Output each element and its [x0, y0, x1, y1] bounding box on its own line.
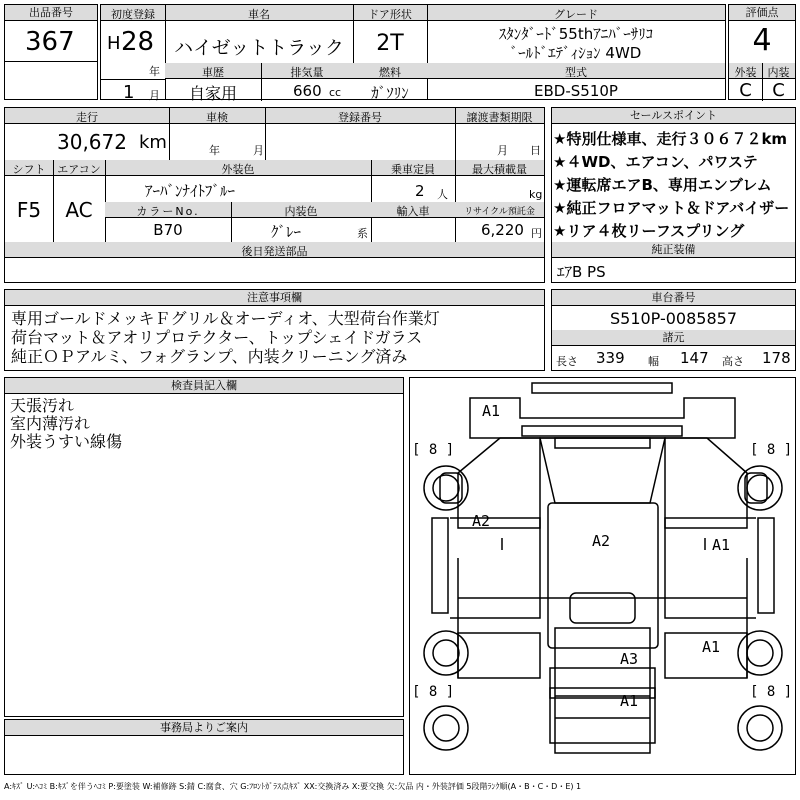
score-box	[728, 4, 796, 100]
lot-label: 出品番号	[5, 5, 97, 21]
recycle-unit: 円	[531, 227, 542, 240]
selling-point: ★リア４枚リーフスプリング	[553, 222, 745, 240]
grade-label: グレード	[554, 8, 598, 21]
shift-label: シフト	[12, 163, 46, 176]
inspector-line: 室内薄汚れ	[10, 414, 91, 433]
colorno-label: カラーNo.	[136, 205, 200, 218]
length-value: 339	[596, 349, 625, 367]
interior-label: 内装色	[284, 205, 318, 218]
lot-number: 367	[25, 27, 75, 57]
equipment-value: ｴｱB PS	[557, 263, 606, 281]
score-label: 評価点	[729, 5, 795, 21]
note-line: 純正ＯＰアルミ、フォグランプ、内装クリーニング済み	[11, 347, 408, 366]
inspection-year-unit: 年	[209, 144, 220, 157]
selling-points-label: セールスポイント	[552, 108, 795, 124]
mileage-value: 30,672	[57, 130, 127, 154]
selling-point: ★特別仕様車、走行３０６７２km	[553, 130, 788, 148]
damage-mark: A1	[482, 402, 501, 420]
color-label: 外装色	[221, 163, 255, 176]
note-line: 荷台マット＆アオリプロテクター、トップシェイドガラス	[11, 328, 423, 347]
notes-label: 注意事項欄	[5, 290, 544, 306]
reg-month: 1	[123, 82, 135, 103]
damage-mark: A1	[620, 692, 639, 710]
capacity-unit: 人	[437, 188, 448, 201]
ac-label: エアコン	[57, 163, 101, 176]
reg-label: 初度登録	[111, 8, 155, 21]
plate-label: 登録番号	[338, 111, 382, 124]
fuel-value: ｶﾞｿﾘﾝ	[371, 84, 409, 102]
history-label: 車歴	[202, 66, 224, 79]
inspector-line: 外装うすい線傷	[10, 432, 123, 451]
chassis-label: 車台番号	[552, 290, 795, 306]
office-box	[4, 719, 404, 775]
capacity-label: 乗車定員	[391, 163, 435, 176]
history-value: 自家用	[188, 84, 237, 103]
model-label: 型式	[565, 66, 587, 79]
height-label: 高さ	[722, 355, 744, 368]
damage-mark: A2	[592, 532, 611, 550]
inspection-month-unit: 月	[253, 144, 264, 157]
interior-unit: 系	[357, 227, 368, 240]
specs-label: 諸元	[552, 330, 795, 346]
recycle-value: 6,220	[481, 221, 524, 239]
selling-point: ★純正フロアマット＆ドアバイザー	[553, 199, 790, 217]
legend: A:ｷｽﾞ U:ﾍｺﾐ B:ｷｽﾞを伴うﾍｺﾐ P:要塗装 W:補修跡 S:錆 C:腐食、穴 G:ﾌﾛﾝﾄｶﾞﾗｽ点ｷｽﾞ XX:交換済み X:要交換 欠:欠品 内・外装評価 5段階ﾗﾝｸ順(A・B・C・D・E) 1	[4, 782, 582, 791]
chassis-number: S510P-0085857	[609, 309, 738, 328]
int-label: 内装	[767, 66, 790, 79]
capacity-value: 2	[415, 182, 425, 200]
info-box	[4, 107, 545, 283]
ac-value: AC	[65, 198, 93, 222]
tire-depth: [ 8 ]	[412, 442, 455, 458]
notes-box	[4, 289, 545, 371]
header-box	[100, 4, 726, 103]
width-label: 幅	[648, 355, 659, 368]
year-unit: 年	[149, 65, 160, 78]
month-unit: 月	[149, 89, 160, 102]
disp-label: 排気量	[290, 66, 324, 79]
inspector-label: 検査員記入欄	[5, 378, 403, 394]
tire-depth: [ 8 ]	[750, 442, 793, 458]
height-value: 178	[762, 349, 791, 367]
damage-mark: A1	[702, 638, 721, 656]
int-grade: C	[772, 80, 785, 101]
inspector-line: 天張汚れ	[10, 396, 75, 415]
name-label: 車名	[248, 8, 270, 21]
ext-grade: C	[739, 80, 752, 101]
load-label: 最大積載量	[472, 163, 527, 176]
lot-box	[4, 4, 98, 100]
score-value: 4	[752, 23, 772, 58]
office-label: 事務局よりご案内	[5, 720, 403, 736]
interior-value: ｸﾞﾚｰ	[270, 223, 301, 241]
later-parts-label: 後日発送部品	[241, 245, 308, 258]
door-type: 2T	[376, 31, 404, 56]
door-label: ドア形状	[368, 8, 412, 21]
note-line: 専用ゴールドメッキＦグリル＆オーディオ、大型荷台作業灯	[11, 309, 440, 328]
length-label: 長さ	[556, 355, 578, 368]
chassis-box	[551, 289, 796, 371]
ext-label: 外装	[734, 66, 757, 79]
era: H	[107, 33, 121, 54]
mileage-unit: km	[139, 132, 167, 153]
load-unit: kg	[529, 188, 543, 201]
selling-points-box	[551, 107, 796, 283]
transfer-day-unit: 日	[530, 144, 541, 157]
reg-year: 28	[121, 27, 155, 57]
damage-mark: A3	[620, 650, 639, 668]
car-diagram-box	[409, 377, 796, 775]
inspector-box	[4, 377, 404, 717]
disp-value: 660	[293, 82, 322, 100]
fuel-label: 燃料	[379, 66, 401, 79]
shift-value: F5	[16, 198, 42, 222]
transfer-month-unit: 月	[497, 144, 508, 157]
recycle-label: リサイクル預託金	[464, 207, 535, 217]
width-value: 147	[680, 349, 709, 367]
tire-depth: [ 8 ]	[750, 684, 793, 700]
damage-mark: A2	[472, 512, 491, 530]
import-label: 輸入車	[396, 205, 430, 218]
transfer-label: 譲渡書類期限	[466, 111, 533, 124]
damage-mark: A1	[712, 536, 731, 554]
grade-line1: ｽﾀﾝﾀﾞｰﾄﾞ55thｱﾆﾊﾞｰｻﾘｺ	[498, 25, 654, 43]
car-diagram	[410, 378, 797, 776]
equipment-label: 純正装備	[552, 242, 795, 258]
color-value: ｱｰﾊﾞﾝﾅｲﾄﾌﾞﾙｰ	[144, 182, 235, 200]
inspection-label: 車検	[206, 111, 228, 124]
colorno-value: B70	[153, 221, 183, 239]
selling-point: ★４WD、エアコン、パワステ	[553, 153, 758, 171]
disp-unit: cc	[329, 86, 342, 99]
car-name: ハイゼットトラック	[174, 37, 344, 59]
tire-depth: [ 8 ]	[412, 684, 455, 700]
mileage-label: 走行	[76, 111, 98, 124]
grade-line2: ﾞｰﾙﾄﾞｴﾃﾞｨｼｮﾝ 4WD	[510, 44, 642, 62]
model-value: EBD-S510P	[534, 82, 618, 100]
selling-point: ★運転席エアB、専用エンブレム	[553, 176, 772, 194]
